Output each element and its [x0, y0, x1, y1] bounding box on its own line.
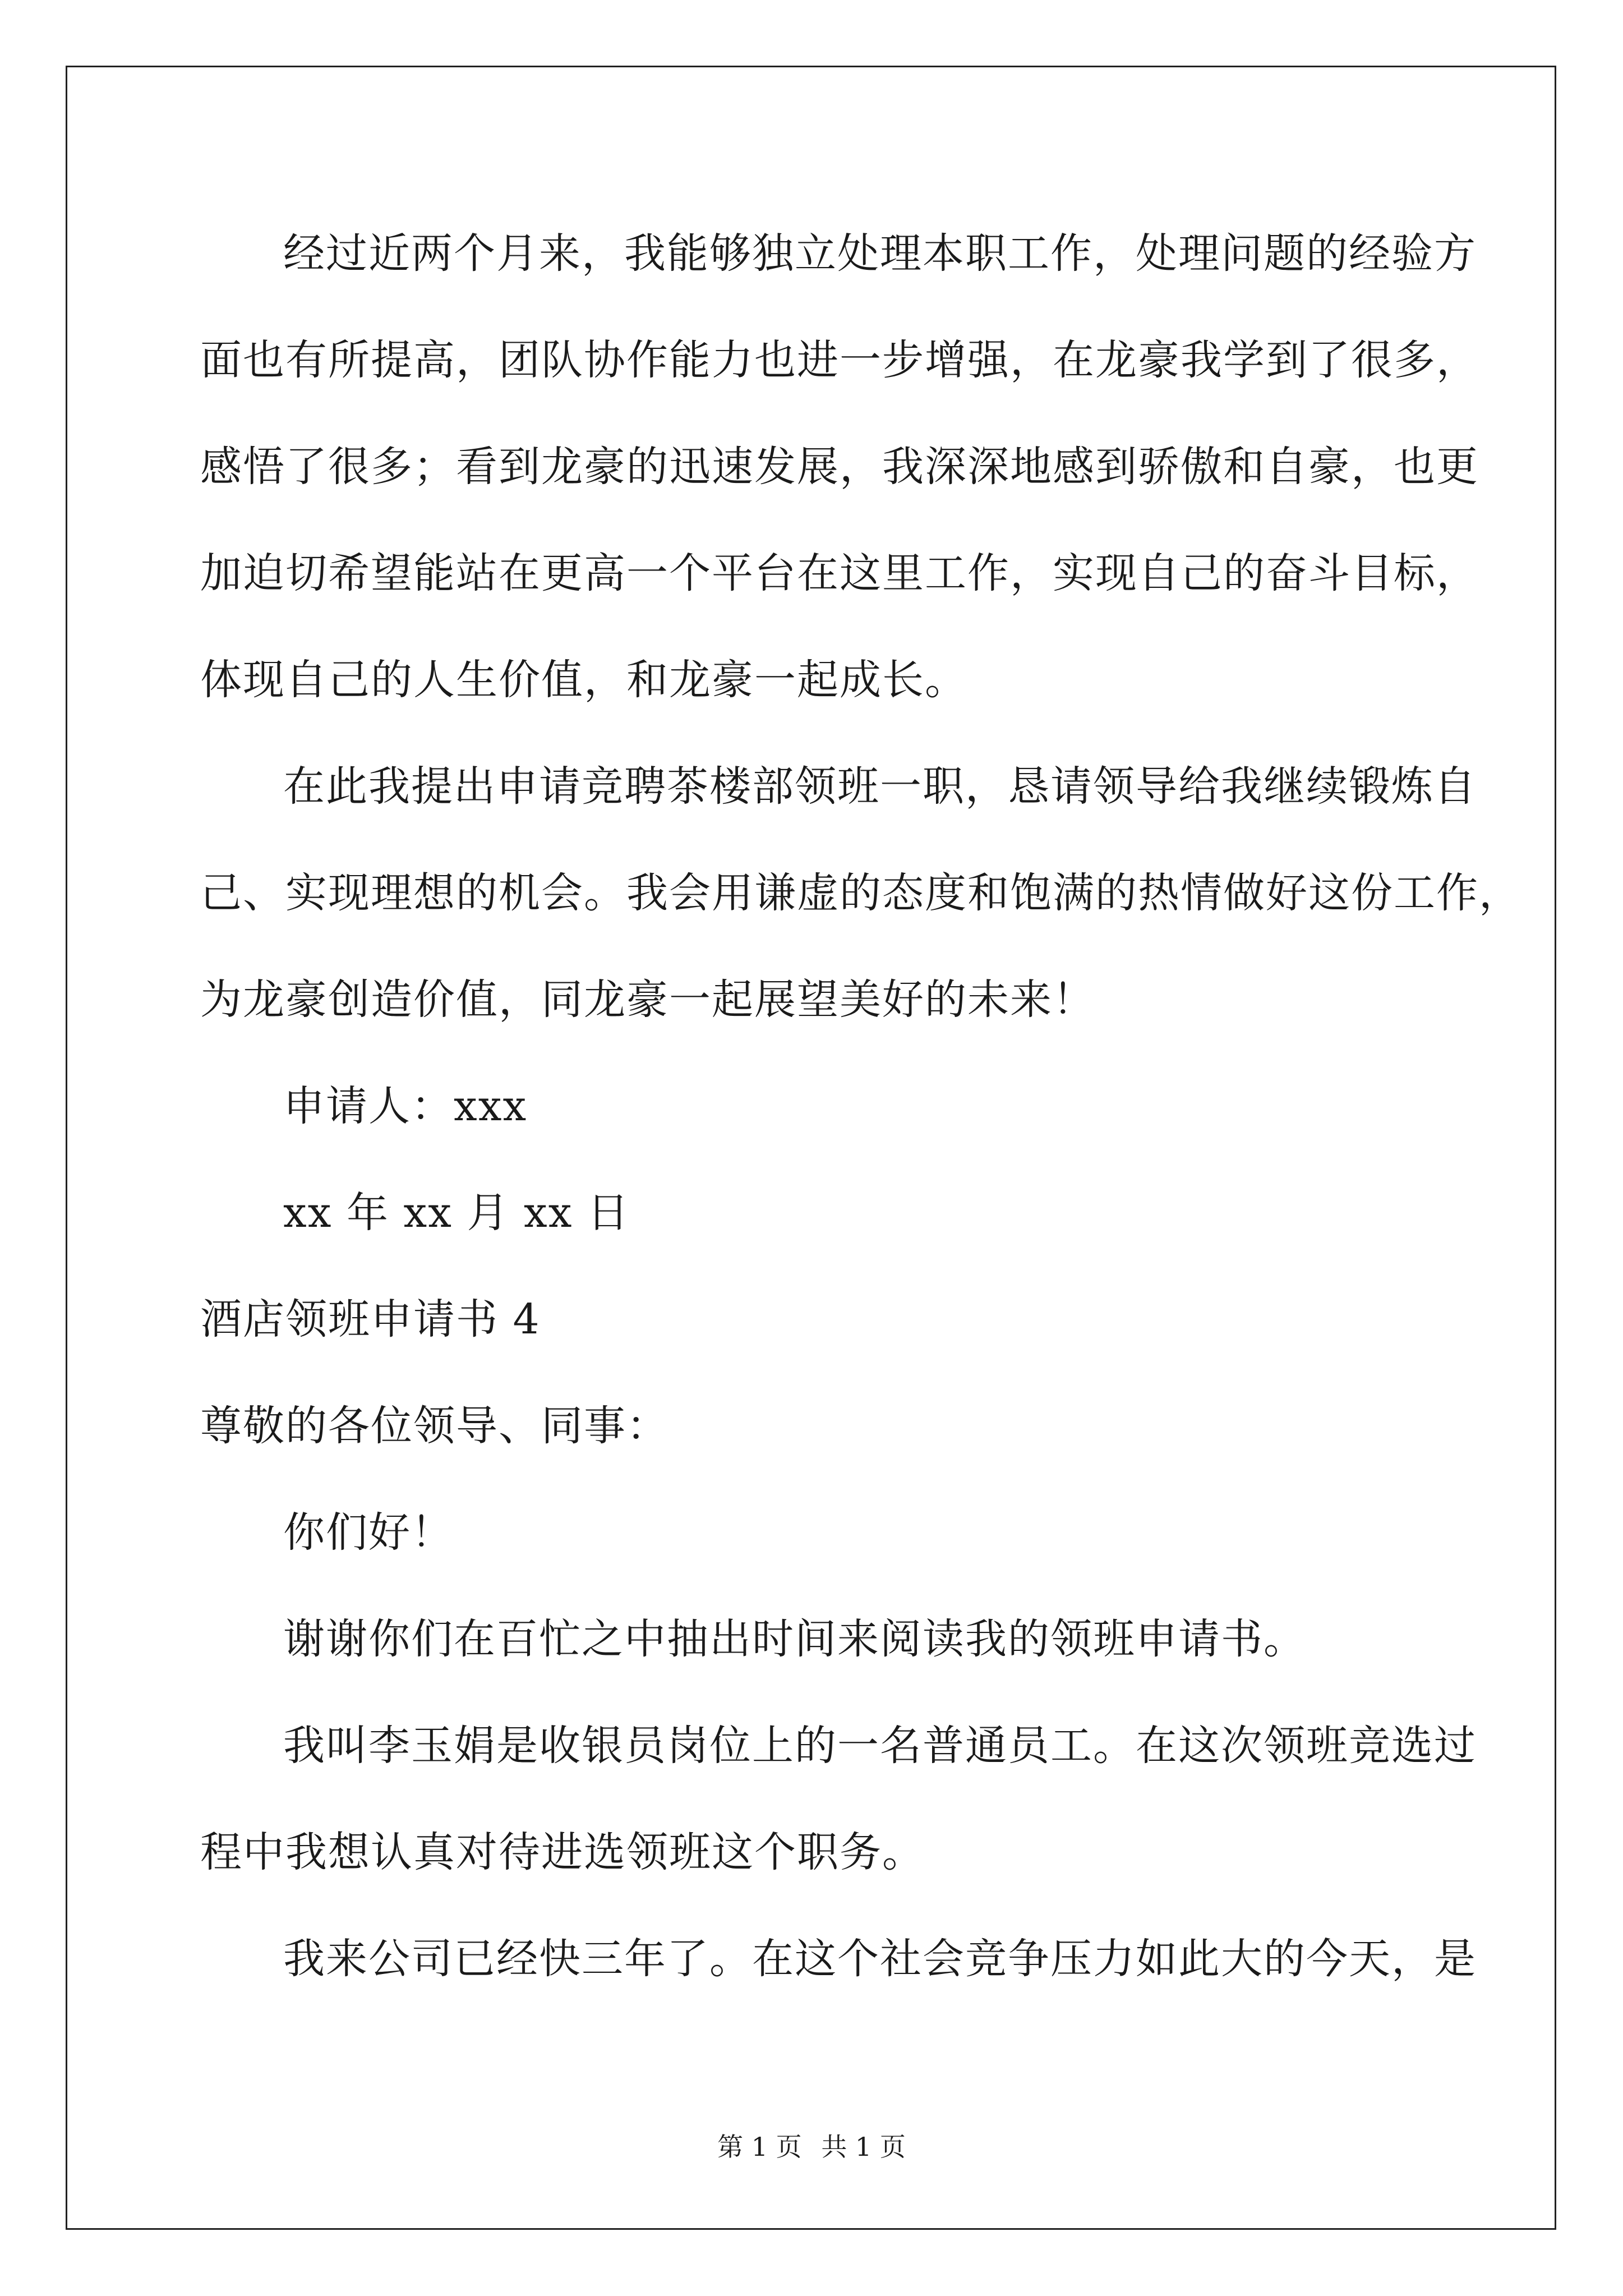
- section-title: 酒店领班申请书 4: [200, 1295, 541, 1343]
- paragraph-line: 面也有所提高，团队协作能力也进一步增强，在龙豪我学到了很多，: [200, 336, 1479, 384]
- signature-date: xx 年 xx 月 xx 日: [283, 1189, 630, 1237]
- paragraph-line: 为龙豪创造价值，同龙豪一起展望美好的未来！: [200, 976, 1095, 1024]
- paragraph-line: 加迫切希望能站在更高一个平台在这里工作，实现自己的奋斗目标，: [200, 549, 1479, 597]
- page-border: [66, 66, 1556, 2230]
- paragraph-line: 在此我提出申请竞聘茶楼部领班一职，恳请领导给我继续锻炼自: [283, 762, 1477, 811]
- applicant-signature: 申请人：xxx: [283, 1082, 528, 1130]
- paragraph-line: 感悟了很多；看到龙豪的迅速发展，我深深地感到骄傲和自豪，也更: [200, 443, 1479, 491]
- paragraph-line: 我来公司已经快三年了。在这个社会竞争压力如此大的今天，是: [283, 1935, 1477, 1983]
- page-total: 共 1 页: [821, 2132, 906, 2162]
- paragraph-line: 己、实现理想的机会。我会用谦虚的态度和饱满的热情做好这份工作，: [200, 869, 1521, 917]
- page-number: 第 1 页: [717, 2132, 802, 2162]
- paragraph-line: 体现自己的人生价值，和龙豪一起成长。: [200, 656, 967, 704]
- greeting: 你们好！: [283, 1508, 454, 1557]
- page-footer: [0, 2134, 1623, 2160]
- salutation: 尊敬的各位领导、同事：: [200, 1402, 669, 1450]
- paragraph-line: 我叫李玉娟是收银员岗位上的一名普通员工。在这次领班竞选过: [283, 1722, 1477, 1770]
- paragraph-line: 程中我想认真对待进选领班这个职务。: [200, 1828, 925, 1876]
- paragraph-line: 谢谢你们在百忙之中抽出时间来阅读我的领班申请书。: [283, 1615, 1306, 1663]
- paragraph-line: 经过近两个月来，我能够独立处理本职工作，处理问题的经验方: [283, 229, 1477, 278]
